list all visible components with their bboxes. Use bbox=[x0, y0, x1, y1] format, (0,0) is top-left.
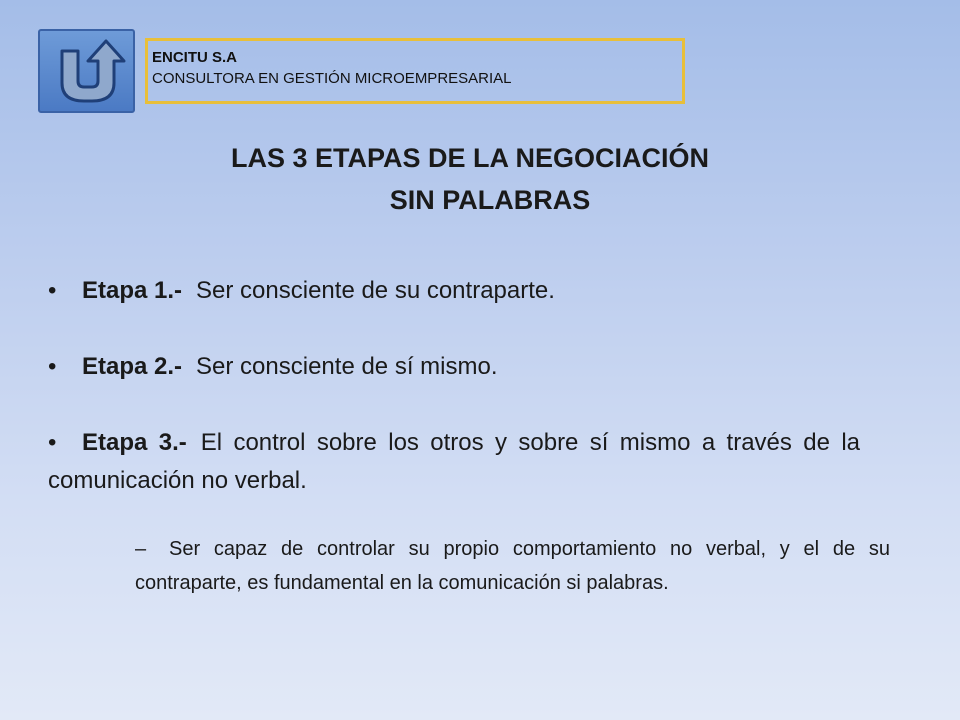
bullet-text: Ser consciente de su contraparte. bbox=[196, 277, 555, 304]
header-box bbox=[145, 38, 685, 104]
bullet-item bbox=[48, 272, 860, 310]
slide-title-line1: LAS 3 ETAPAS DE LA NEGOCIACIÓN bbox=[230, 143, 710, 173]
slide-title-line2: SIN PALABRAS bbox=[389, 185, 591, 215]
bullet-item bbox=[48, 424, 860, 500]
company-subtitle: CONSULTORA EN GESTIÓN MICROEMPRESARIAL bbox=[152, 70, 512, 87]
bullet-label: Etapa 1.- bbox=[82, 277, 183, 304]
bullet-label: Etapa 3.- bbox=[82, 429, 187, 456]
bullet-label: Etapa 2.- bbox=[82, 353, 183, 380]
u-turn-arrow-icon bbox=[40, 31, 137, 115]
sub-bullet-item bbox=[135, 532, 890, 600]
company-name: ENCITU S.A bbox=[152, 49, 238, 66]
sub-bullet-text: Ser capaz de controlar su propio comportamiento no verbal, y el de su contraparte, es fundamental en la comunicación si palabras. bbox=[135, 538, 890, 594]
bullet-marker: • bbox=[48, 429, 57, 456]
bullet-text: Ser consciente de sí mismo. bbox=[196, 353, 498, 380]
bullet-marker: • bbox=[48, 353, 57, 380]
bullet-item bbox=[48, 348, 860, 386]
bullet-marker: • bbox=[48, 277, 57, 304]
back-button[interactable] bbox=[38, 29, 135, 113]
sub-bullet-marker: – bbox=[135, 538, 147, 560]
bullet-text: El control sobre los otros y sobre sí mismo a través de la comunicación no verbal. bbox=[48, 429, 861, 494]
